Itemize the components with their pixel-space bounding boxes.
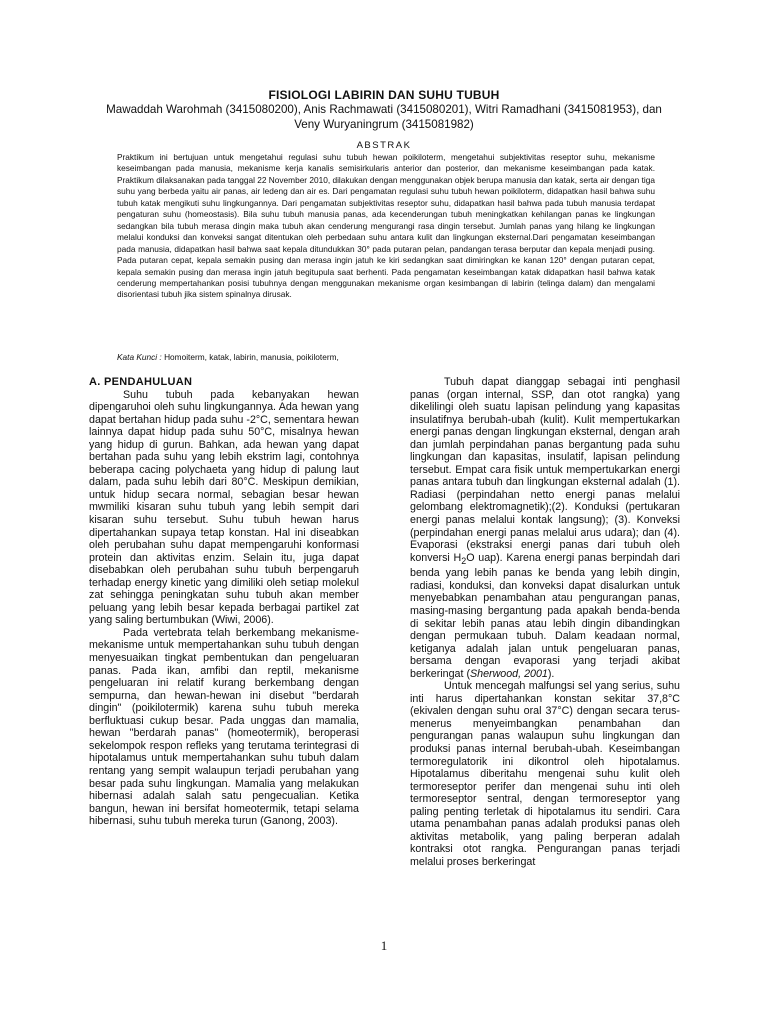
keywords	[117, 352, 655, 362]
abstract-body: Praktikum ini bertujuan untuk mengetahui regulasi suhu tubuh hewan poikiloterm, mengetahui subjektivitas reseptor suhu, mekanisme keseimbangan pada manusia, mekanisme kerja kanalis semisirkularis anterior dan posterior, dan mekanisme keseimbangan pada katak. Praktikum dilaksanakan pada tanggal 22 November 2010, dilakukan dengan menggunakan objek berupa manusia dan katak, serta air dengan tiga suhu yang berbeda yaitu air panas, air ledeng dan air es. Dari pengamatan regulasi suhu tubuh hewan poikiloterm, didapatkan hasil bahwa suhu tubuh katak mengikuti suhu lingkungannya. Dari pengamatan subjektivitas reseptor suhu, didapatkan hasil bahwa pada tubuh manusia terdapat pengaturan suhu (homeostasis). Bila suhu tubuh manusia panas, ada kecenderungan tubuh meningkatkan kehilangan panas ke lingkungan sedangkan bila tubuh merasa dingin maka tubuh akan cenderung mengurangi rasa dingin tersebut. Jumlah panas yang hilang ke lingkungan melalui konduksi dan konveksi sangat ditentukan oleh perbedaan suhu antara kulit dan lingkungan eksternal.Dari pengamatan keseimbangan pada manusia, didapatkan hasil bahwa saat kepala ditundukkan 30° pada putaran pelan, pandangan terasa berputar dan kepala menjadi pusing. Pada putaran cepat, kepala semakin pusing dan merasa ingin jatuh ke kiri sedangkan saat dimiringkan ke kanan 120° dengan putaran cepat, kepala semakin pusing dan merasa ingin jatuh begitupula saat berhenti. Pada pengamatan keseimbangan katak didapatkan hasil bahwa katak cenderung mempertahankan posisi tubuhnya dengan menggunakan mekanisme organ kesimbangan di labirin (telinga dalam) dan mengalami disorientasi tubuh jika sistem spinalnya dirusak.	[117, 152, 655, 300]
keywords-list: Homoiterm, katak, labirin, manusia, poikiloterm,	[164, 352, 339, 362]
abstract-heading: ABSTRAK	[356, 140, 412, 151]
page-number: 1	[380, 938, 388, 953]
abstract-text	[117, 152, 655, 301]
authors-line-2: Veny Wuryaningrum (3415081982)	[294, 118, 474, 131]
keywords-label: Kata Kunci :	[117, 352, 162, 362]
section-heading-pendahuluan: A. PENDAHULUAN	[89, 376, 193, 388]
paper-title: FISIOLOGI LABIRIN DAN SUHU TUBUH	[268, 88, 500, 102]
paragraph-text: Tubuh dapat dianggap sebagai inti penghasil panas (organ internal, SSP, dan otot rangka) yang dikelilingi oleh suatu lapisan pelindung yang kapasitas insulatifnya berubah-ubah (kulit). Kulit mempertukarkan energi panas dengan lingkungan eksternal, dengan arah dan jumlah perpindahan panas bergantung pada suhu lingkungan dan kapasitas, insulatif, lapisan pelindung tersebut. Empat cara fisik untuk mempertukarkan energi panas antara tubuh dan lingkungan eksternal adalah (1). Radiasi (perpindahan netto energi panas melalui gelombang elektromagnetik);(2). Konduksi (pertukaran energi panas melalui kontak langsung); (3). Konveksi (perpindahan energi panas melalui arus udara); dan (4). Evaporasi (ekstraksi energi panas dari tubuh oleh konversi H	[410, 376, 680, 564]
paragraph: Untuk mencegah malfungsi sel yang serius, suhu inti harus dipertahankan konstan sekitar 37,8°C (ekivalen dengan suhu oral 37°C) dengan secara terus-menerus menyeimbangkan penambahan dan pengurangan panas walaupun suhu lingkungan dan produksi panas internal berubah-ubah. Keseimbangan termoregulatorik ini dikontrol oleh hipotalamus. Hipotalamus diberitahu mengenai suhu kulit oleh termoreseptor perifer dan mengenai suhu inti oleh termoreseptor sentral, dengan termoreseptor yang paling penting terletak di hipotalamus itu sendiri. Cara utama penambahan panas adalah produksi panas oleh aktivitas metabolik, yang paling berperan adalah kontraksi otot rangka. Pengurangan panas terjadi melalui proses berkeringat	[410, 680, 680, 868]
paragraph-text: O uap). Karena energi panas berpindah dari benda yang lebih panas ke benda yang lebih dingin, radiasi, konduksi, dan konveksi dapat disalurkan untuk menyebabkan penambahan atau pengurangan panas, masing-masing bergantung pada apakah benda-benda di sekitar lebih panas atau lebih dingin dibandingkan dengan permukaan tubuh. Dalam keadaan normal, ketiganya adalah jalan untuk pengeluaran panas, bersama dengan evaporasi yang terjadi akibat berkeringat (	[410, 551, 680, 680]
left-column	[89, 376, 359, 828]
paragraph	[410, 376, 680, 680]
right-column	[410, 376, 680, 868]
citation: Sherwood, 2001	[470, 667, 548, 680]
authors-line-1: Mawaddah Warohmah (3415080200), Anis Rachmawati (3415080201), Witri Ramadhani (3415081953), dan	[106, 103, 662, 116]
paragraph: Suhu tubuh pada kebanyakan hewan dipengaruhoi oleh suhu lingkungannya. Ada hewan yang dapat bertahan hidup pada suhu -2°C, sementara hewan lainnya dapat hidup pada suhu 50°C, misalnya hewan yang hidup di gurun. Bahkan, ada hewan yang dapat bertahan pada suhu yang lebih ekstrim lagi, contohnya beberapa cacing polychaeta yang hidup di palung laut dalam, pada suhu lebih dari 80°C. Meskipun demikian, untuk hidup secara normal, sebagian besar hewan mwmiliki kisaran suhu tubuh yang lebih sempit dari kisaran suhu tersebut. Suhu tubuh hewan harus dipertahankan supaya tetap konstan. Hal ini diseabkan oleh perubahan suhu dapat mempengaruhi konformasi protein dan aktivitas enzim. Selain itu, juga dapat disebabkan oleh perubahan suhu tubuh berpengaruh terhadap energy kinetic yang dimiliki oleh setiap molekul zat sehingga peningkatan suhu tubuh akan member peluang yang lebih besar kepada berbagai partikel zat yang saling bertumbukan (Wiwi, 2006).	[89, 388, 359, 627]
subscript: 2	[461, 555, 467, 566]
author-list	[80, 102, 688, 132]
paragraph: Pada vertebrata telah berkembang mekanisme-mekanisme untuk mempertahankan suhu tubuh dengan menyesuaikan tingkat pembentukan dan pengeluaran panas. Pada ikan, amfibi dan reptil, mekanisme pengeluaran ini relatif kurang berkembang dengan sempurna, dan hewan-hewan ini disebut "berdarah dingin" (poikilotermik) karena suhu tubuh mereka berfluktuasi cukup besar. Pada unggas dan mamalia, hewan "berdarah panas" (homeotermik), beroperasi sekelompok respon refleks yang terutama terintegrasi di hipotalamus untuk mempertahankan suhu tubuh dalam rentang yang sempit walaupun terjadi perubahan yang besar pada suhu lingkungan. Mamalia yang melakukan hibernasi adalah salah satu pengecualian. Ketika bangun, hewan ini bersifat homeotermik, tetapi selama hibernasi, suhu tubuh mereka turun (Ganong, 2003).	[89, 626, 359, 828]
paragraph-text: ).	[547, 667, 555, 680]
